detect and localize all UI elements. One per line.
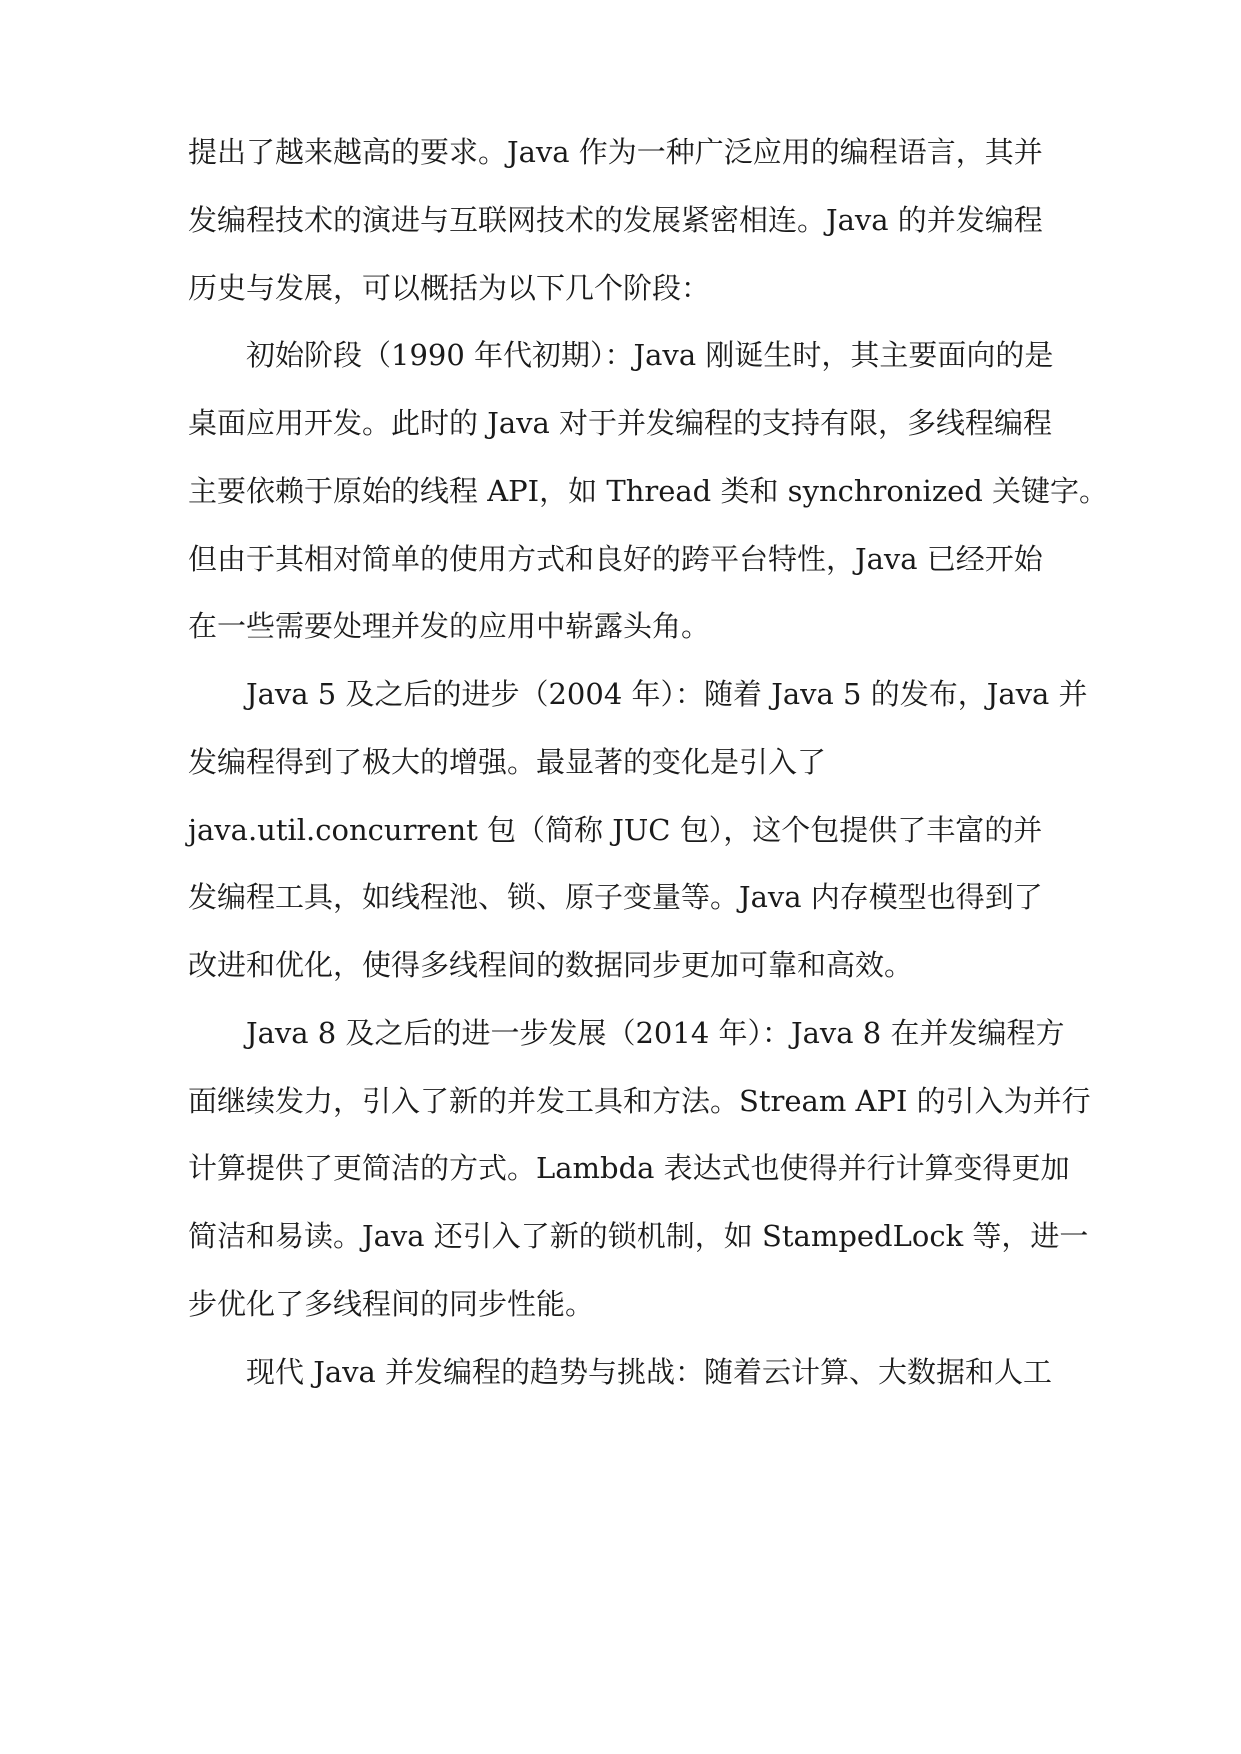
- text-line: 发编程技术的演进与互联网技术的发展紧密相连。Java 的并发编程: [188, 203, 1043, 237]
- paragraph-start-line: Java 8 及之后的进一步发展（2014 年）：Java 8 在并发编程方: [246, 1016, 1065, 1050]
- text-line: 简洁和易读。Java 还引入了新的锁机制，如 StampedLock 等，进一: [188, 1219, 1089, 1253]
- text-line: 提出了越来越高的要求。Java 作为一种广泛应用的编程语言，其并: [188, 135, 1043, 169]
- text-line: 计算提供了更简洁的方式。Lambda 表达式也使得并行计算变得更加: [188, 1151, 1070, 1185]
- text-line: 改进和优化，使得多线程间的数据同步更加可靠和高效。: [188, 948, 914, 982]
- text-line: 发编程得到了极大的增强。最显著的变化是引入了: [188, 745, 827, 779]
- paragraph-start-line: Java 5 及之后的进步（2004 年）：随着 Java 5 的发布，Java 并: [246, 677, 1088, 711]
- text-line: java.util.concurrent 包（简称 JUC 包），这个包提供了丰富的并: [188, 813, 1043, 847]
- text-line: 面继续发力，引入了新的并发工具和方法。Stream API 的引入为并行: [188, 1084, 1091, 1118]
- paragraph-start-line: 初始阶段（1990 年代初期）：Java 刚诞生时，其主要面向的是: [246, 338, 1054, 372]
- text-line: 在一些需要处理并发的应用中崭露头角。: [188, 609, 711, 643]
- text-line: 历史与发展，可以概括为以下几个阶段：: [188, 271, 711, 305]
- text-line: 步优化了多线程间的同步性能。: [188, 1287, 595, 1321]
- text-line: 发编程工具，如线程池、锁、原子变量等。Java 内存模型也得到了: [188, 880, 1043, 914]
- text-line: 但由于其相对简单的使用方式和良好的跨平台特性，Java 已经开始: [188, 542, 1043, 576]
- text-line: 桌面应用开发。此时的 Java 对于并发编程的支持有限，多线程编程: [188, 406, 1053, 440]
- paragraph-start-line: 现代 Java 并发编程的趋势与挑战：随着云计算、大数据和人工: [246, 1355, 1053, 1389]
- text-line: 主要依赖于原始的线程 API，如 Thread 类和 synchronized 关键字。: [188, 474, 1109, 508]
